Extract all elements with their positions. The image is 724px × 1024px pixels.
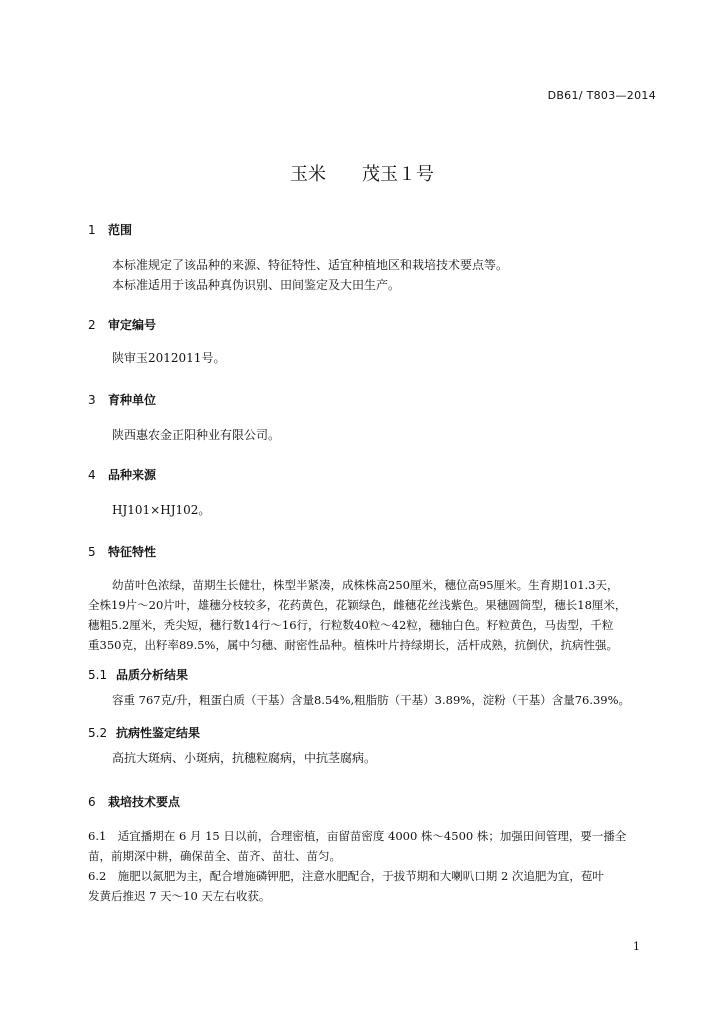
section-body-1: 本标准规定了该品种的来源、特征特性、适宜种植地区和栽培技术要点等。 本标准适用于该品种真伪识别、田间鉴定及大田生产。 <box>112 258 509 292</box>
page-number: 1 <box>633 940 640 953</box>
title-crop: 玉米 <box>290 164 326 185</box>
section-body-2: 陕审玉2012011号。 <box>112 351 226 365</box>
title-variety: 茂玉１号 <box>362 164 434 185</box>
section-heading-1: 1 范围 <box>88 223 133 237</box>
section-heading-6: 6 栽培技术要点 <box>88 795 181 809</box>
section-body-3: 陕西惠农金正阳种业有限公司。 <box>112 428 281 442</box>
section-heading-5-1: 5.1 品质分析结果 <box>88 668 189 682</box>
section-body-5: 幼苗叶色浓绿，苗期生长健壮，株型半紧凑，成株株高250厘米，穗位高95厘米。生育期101.3天， 全株19片～20片叶，雄穗分枝较多，花药黄色，花颖绿色，雌穗花丝浅紫色。果穗圆筒型，穗长18厘米， 穗粗5.2厘米，秃尖短，穗行数14行～16行，行粒数40粒～42粒，穗轴白色。籽粒黄色，马齿型，千粒 重350克，出籽率89.5%，属中匀穗、耐密性品种。植株叶片持绿期长，活杆成熟，抗倒伏，抗病性强。 <box>88 578 627 652</box>
section-body-5-1: 容重 767克/升，粗蛋白质（干基）含量8.54%,粗脂肪（干基）3.89%，淀粉（干基）含量76.39%。 <box>112 693 631 707</box>
document-title <box>0 160 724 186</box>
section-heading-5: 5 特征特性 <box>88 545 157 559</box>
section-body-4: HJ101×HJ102。 <box>112 503 211 517</box>
section-heading-3: 3 育种单位 <box>88 393 157 407</box>
section-heading-4: 4 品种来源 <box>88 468 157 482</box>
section-body-5-2: 高抗大斑病、小斑病，抗穗粒腐病，中抗茎腐病。 <box>112 751 377 765</box>
standard-code: DB61/ T803—2014 <box>547 89 656 102</box>
section-body-6: 6.1 适宜播期在 6 月 15 日以前，合理密植，亩留苗密度 4000 株～4500 株；加强田间管理，要一播全 苗，前期深中耕，确保苗全、苗齐、苗壮、苗匀。 6.2 施肥以氮肥为主，配合增施磷钾肥，注意水肥配合，于拔节期和大喇叭口期 2 次追肥为宜，苞叶 发黄后推迟 7 天～10 天左右收获。 <box>88 829 627 903</box>
section-heading-5-2: 5.2 抗病性鉴定结果 <box>88 726 201 740</box>
section-heading-2: 2 审定编号 <box>88 318 157 332</box>
